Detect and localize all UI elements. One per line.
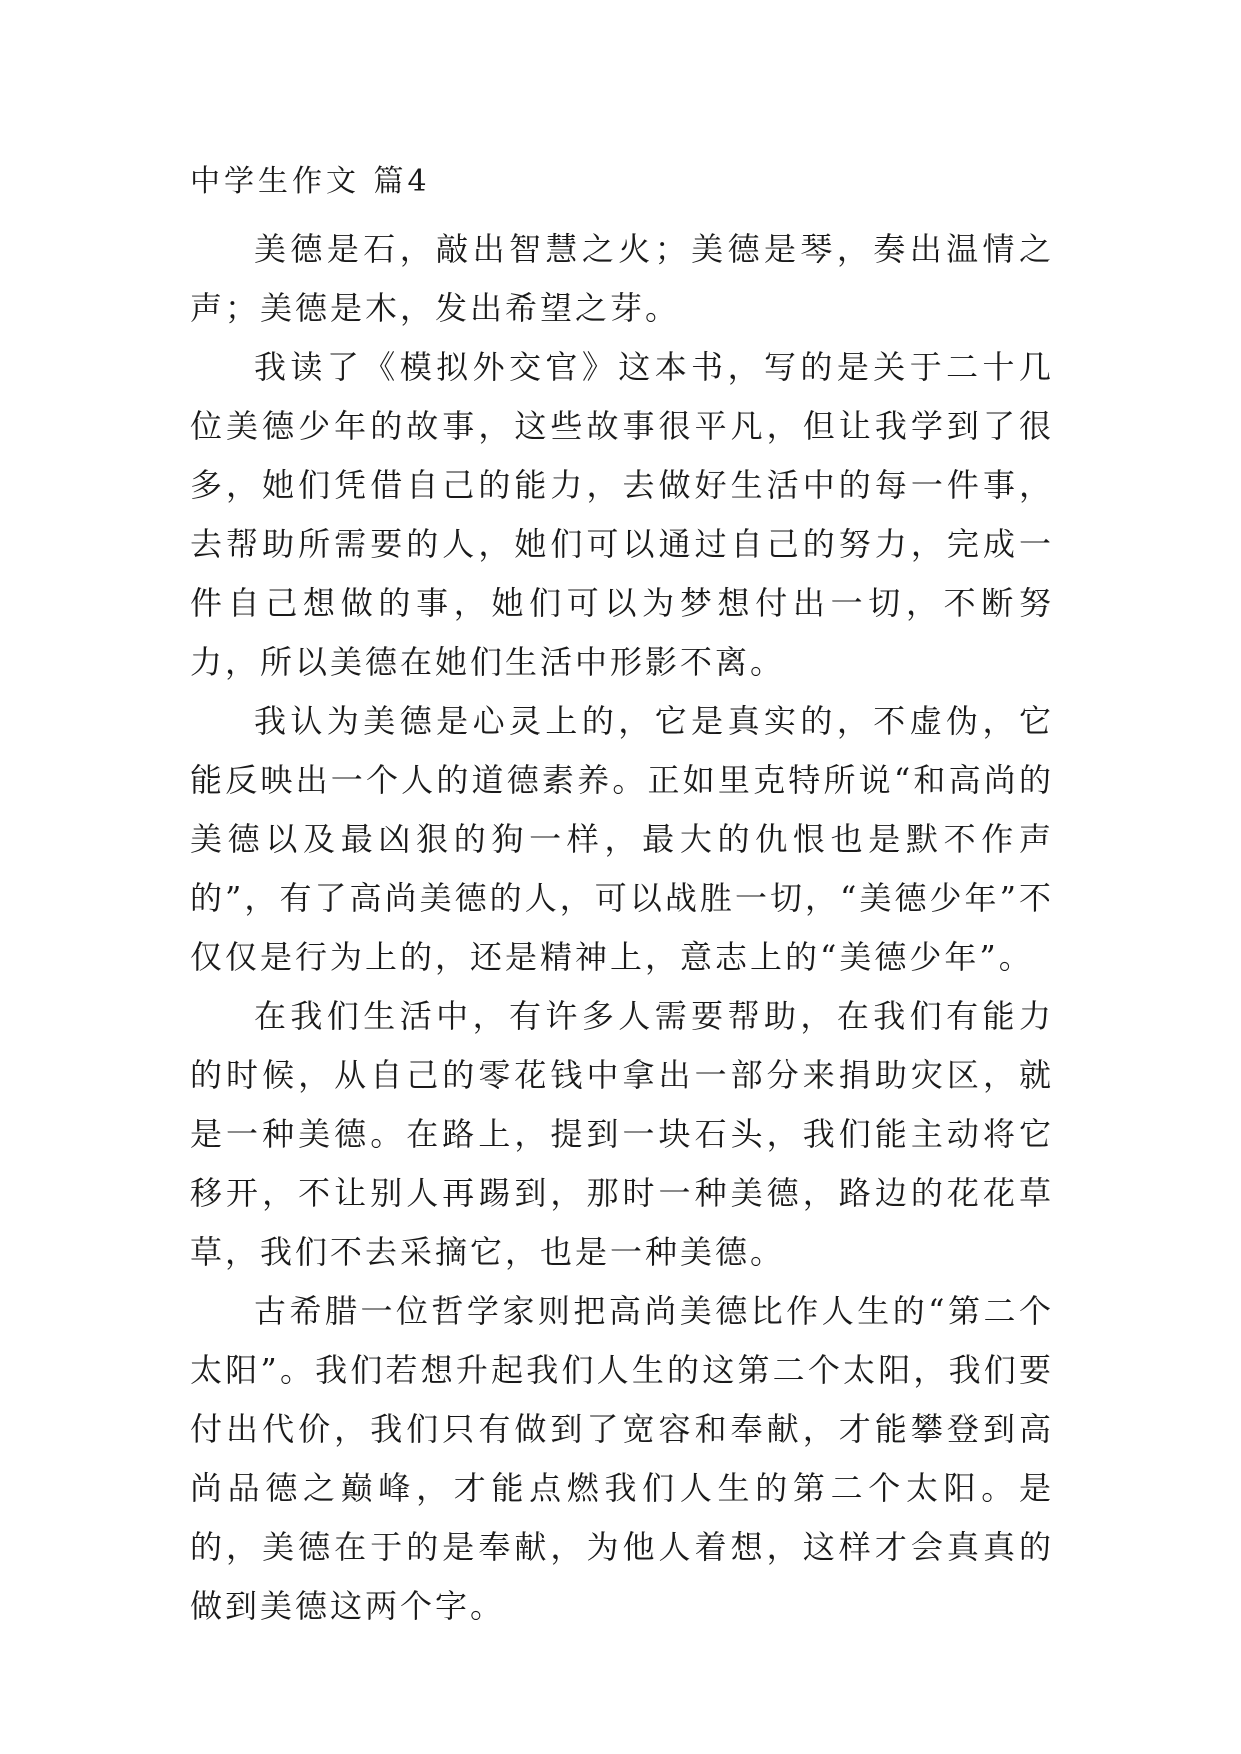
essay-title: 中学生作文 篇4 [190,164,431,199]
essay-paragraph-1: 美德是石，敲出智慧之火；美德是琴，奏出温情之声；美德是木，发出希望之芽。 [190,230,1054,327]
essay-paragraph-3: 我认为美德是心灵上的，它是真实的，不虚伪，它能反映出一个人的道德素养。正如里克特所说“和高尚的美德以及最凶狠的狗一样，最大的仇恨也是默不作声的”，有了高尚美德的人，可以战胜一切，“美德少年”不仅仅是行为上的，还是精神上，意志上的“美德少年”。 [190,702,1054,976]
essay-paragraph-5: 古希腊一位哲学家则把高尚美德比作人生的“第二个太阳”。我们若想升起我们人生的这第二个太阳，我们要付出代价，我们只有做到了宽容和奉献，才能攀登到高尚品德之巅峰，才能点燃我们人生的第二个太阳。是的，美德在于的是奉献，为他人着想，这样才会真真的做到美德这两个字。 [190,1292,1054,1625]
essay-paragraph-4: 在我们生活中，有许多人需要帮助，在我们有能力的时候，从自己的零花钱中拿出一部分来捐助灾区，就是一种美德。在路上，提到一块石头，我们能主动将它移开，不让别人再踢到，那时一种美德，路边的花花草草，我们不去采摘它，也是一种美德。 [190,997,1054,1271]
essay-paragraph-2: 我读了《模拟外交官》这本书，写的是关于二十几位美德少年的故事，这些故事很平凡，但让我学到了很多，她们凭借自己的能力，去做好生活中的每一件事，去帮助所需要的人，她们可以通过自己的努力，完成一件自己想做的事，她们可以为梦想付出一切，不断努力，所以美德在她们生活中形影不离。 [190,348,1054,681]
essay-body [190,220,1054,1636]
